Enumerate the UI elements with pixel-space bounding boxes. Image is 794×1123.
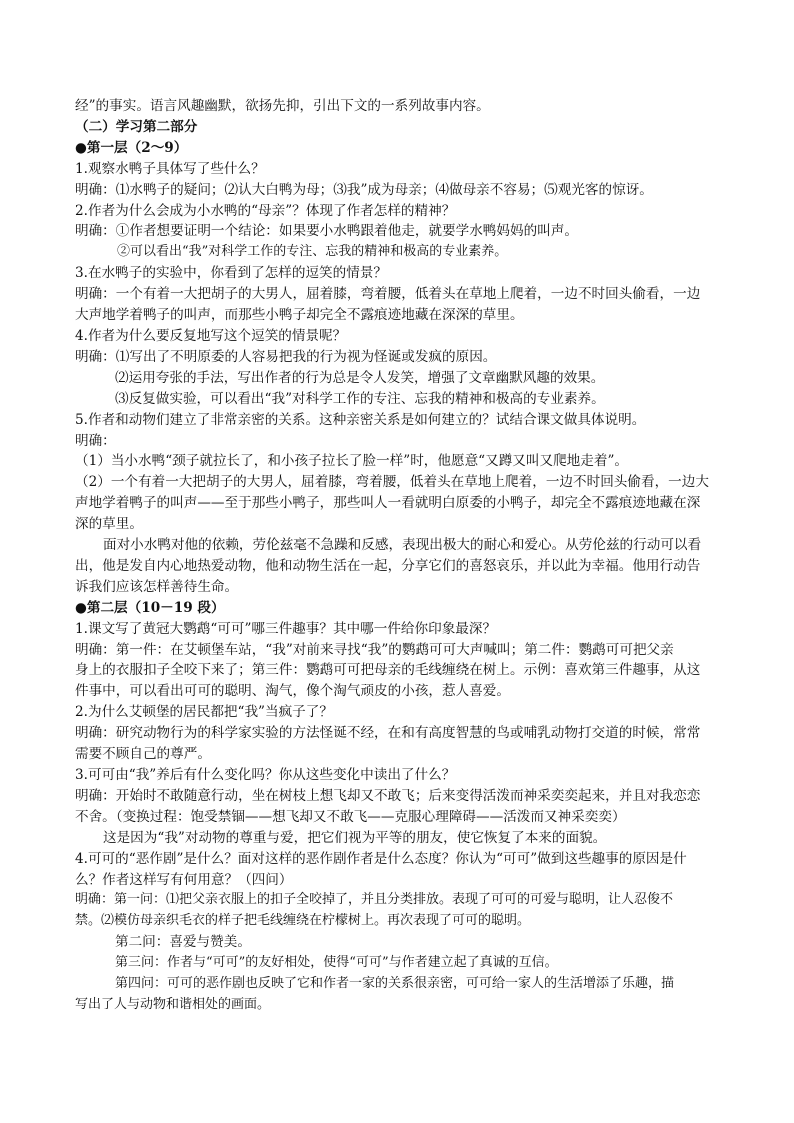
question-continued: 么？作者这样写有何用意？（四问） xyxy=(75,871,293,888)
layer-heading: ●第二层（10－19 段） xyxy=(75,599,225,616)
section-heading: （二）学习第二部分 xyxy=(75,118,198,135)
document-page xyxy=(75,96,725,1016)
text-line: 经”的事实。语言风趣幽默，欲扬先抑，引出下文的一系列故事内容。 xyxy=(75,98,490,114)
answer-point: ⑶反复做实验，可以看出“我”对科学工作的专注、忘我的精神和极高的专业素养。 xyxy=(115,390,605,407)
answer: 明确：⑴水鸭子的疑问；⑵认大白鸭为母；⑶我”成为母亲；⑷做母亲不容易；⑸观光客的惊讶。 xyxy=(75,181,653,198)
answer-continued: 件事中，可以看出可可的聪明、淘气，像个淘气顽皮的小孩，惹人喜爱。 xyxy=(75,683,510,700)
answer-label: 明确： xyxy=(75,432,116,449)
question: 1.观察水鸭子具体写了些什么？ xyxy=(75,160,265,177)
question: 3.在水鸭子的实验中，你看到了怎样的逗笑的情景？ xyxy=(75,265,388,282)
answer-point: （1）当小水鸭“颈子就拉长了，和小孩子拉长了脸一样”时，他愿意“又蹲又叫又爬地走着”。 xyxy=(75,453,629,470)
paragraph-continued: 诉我们应该怎样善待生命。 xyxy=(75,578,239,595)
answer: 明确：⑴写出了不明原委的人容易把我的行为视为怪诞或发疯的原因。 xyxy=(75,348,497,365)
question: 2.为什么艾顿堡的居民都把“我”当疯子了？ xyxy=(75,704,333,721)
paragraph: 面对小水鸭对他的依赖，劳伦兹毫不急躁和反感，表现出极大的耐心和爱心。从劳伦兹的行动可以看 xyxy=(103,537,702,554)
question: 5.作者和动物们建立了非常亲密的关系。这种亲密关系是如何建立的？试结合课文做具体说明。 xyxy=(75,411,646,428)
answer-continued: 需要不顾自己的尊严。 xyxy=(75,746,211,763)
answer: 明确：第一件：在艾顿堡车站，“我”对前来寻找“我”的鹦鹉可可大声喊叫；第二件：鹦鹉可可把父亲 xyxy=(75,641,674,658)
answer-continued: 禁。⑵模仿母亲织毛衣的样子把毛线缠绕在柠檬树上。再次表现了可可的聪明。 xyxy=(75,913,531,929)
answer-point: ⑵运用夸张的手法，写出作者的行为总是令人发笑，增强了文章幽默风趣的效果。 xyxy=(115,369,605,386)
answer-continued: 声地学着鸭子的叫声——至于那些小鸭子，那些叫人一看就明白原委的小鸭子，却完全不露痕迹地藏在深 xyxy=(75,495,701,512)
answer: 明确：一个有着一大把胡子的大男人，屈着膝，弯着腰，低着头在草地上爬着，一边不时回头偷看，一边 xyxy=(75,286,701,303)
answer-continued: 大声地学着鸭子的叫声，而那些小鸭子却完全不露痕迹地藏在深深的草里。 xyxy=(75,307,524,324)
answer-continued: 身上的衣服扣子全咬下来了；第三件：鹦鹉可可把母亲的毛线缠绕在树上。示例：喜欢第三件趣事，从这 xyxy=(75,662,701,679)
question: 4.可可的“恶作剧”是什么？面对这样的恶作剧作者是什么态度？你认为“可可”做到这些趣事的原因是什 xyxy=(75,850,687,867)
answer-point: 第四问：可可的恶作剧也反映了它和作者一家的关系很亲密，可可给一家人的生活增添了乐趣，描 xyxy=(115,976,675,992)
answer-point: 第二问：喜爱与赞美。 xyxy=(115,934,251,951)
answer: 明确：开始时不敢随意行动，坐在树枝上想飞却又不敢飞；后来变得活泼而神采奕奕起来，并且对我恋恋 xyxy=(75,787,701,804)
answer-point: 第三问：作者与“可可”的友好相处，使得“可可”与作者建立起了真诚的互信。 xyxy=(115,955,558,971)
question: 1.课文写了黄冠大鹦鹉“可可”哪三件趣事？其中哪一件给你印象最深？ xyxy=(75,620,497,637)
question: 2.作者为什么会成为小水鸭的“母亲”？体现了作者怎样的精神？ xyxy=(75,202,456,219)
answer-continued: 不舍。（变换过程：饱受禁锢——想飞却又不敢飞——克服心理障碍——活泼而又神采奕奕） xyxy=(75,808,626,825)
answer: 明确：①作者想要证明一个结论：如果要小水鸭跟着他走，就要学水鸭妈妈的叫声。 xyxy=(75,223,578,240)
answer-point: （2）一个有着一大把胡子的大男人，屈着膝，弯着腰，低着头在草地上爬着，一边不时回头偷看，一边大 xyxy=(75,474,709,491)
answer: 明确：研究动物行为的科学家实验的方法怪诞不经，在和有高度智慧的鸟或哺乳动物打交道的时候，常常 xyxy=(75,725,701,742)
paragraph: 这是因为“我”对动物的尊重与爱，把它们视为平等的朋友，使它恢复了本来的面貌。 xyxy=(103,829,607,846)
answer-point: ②可以看出“我”对科学工作的专注、忘我的精神和极高的专业素养。 xyxy=(117,244,508,260)
answer-continued: 写出了人与动物和谐相处的画面。 xyxy=(75,996,271,1012)
paragraph-continued: 出，他是发自内心地热爱动物，他和动物生活在一起，分享它们的喜怒哀乐，并以此为幸福。他用行动告 xyxy=(75,557,701,574)
layer-heading: ●第一层（2～9） xyxy=(75,139,188,156)
answer: 明确：第一问：⑴把父亲衣服上的扣子全咬掉了，并且分类排放。表现了可可的可爱与聪明，让人忍俊不 xyxy=(75,892,674,908)
question: 3.可可由“我”养后有什么变化吗？你从这些变化中读出了什么？ xyxy=(75,767,456,783)
answer-continued: 深的草里。 xyxy=(75,516,143,533)
question: 4.作者为什么要反复地写这个逗笑的情景呢？ xyxy=(75,327,347,344)
